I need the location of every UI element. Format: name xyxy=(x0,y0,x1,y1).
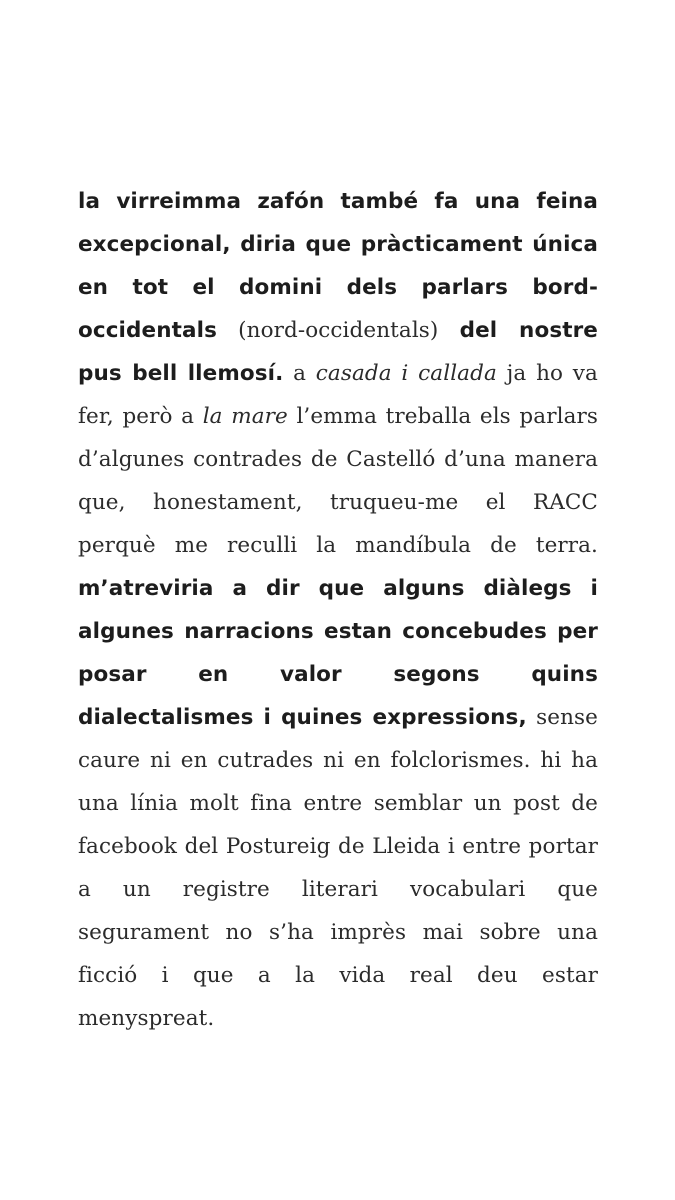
text-closing-passage: sense caure ni en cutrades ni en folclorismes. hi ha una línia molt fina entre semblar un post de facebook del Postureig de Lleida i entre portar a un registre literari vocabulari que segurament no s’ha imprès mai sobre una ficció i que a la vida real deu estar menyspreat. xyxy=(78,705,598,1031)
text-castello-passage: l’emma treballa els parlars d’algunes contrades de Castelló d’una manera que, honestament, truqueu-me el RACC perquè me reculli la mandíbula de terra. xyxy=(78,404,598,558)
text-connector-2: ja ho va fer, però a xyxy=(78,361,598,429)
bold-phrase-dialectalismes: m’atreviria a dir que alguns diàlegs i algunes narracions estan concebudes per posar en valor segons quins dialectalismes i quines expressions, xyxy=(78,576,598,730)
text-parenthetical: (nord-occidentals) xyxy=(216,318,460,343)
text-connector: a xyxy=(283,361,316,386)
review-paragraph xyxy=(78,180,598,1040)
book-title-la-mare: la mare xyxy=(202,404,288,429)
bold-phrase-dialect-praise: la virreimma zafón també fa una feina excepcional, diria que pràcticament única en tot el domini dels parlars bord-occidentals xyxy=(78,189,598,343)
bold-phrase-llemosi: del nostre pus bell llemosí. xyxy=(78,318,598,386)
book-title-casada-i-callada: casada i callada xyxy=(315,361,497,386)
